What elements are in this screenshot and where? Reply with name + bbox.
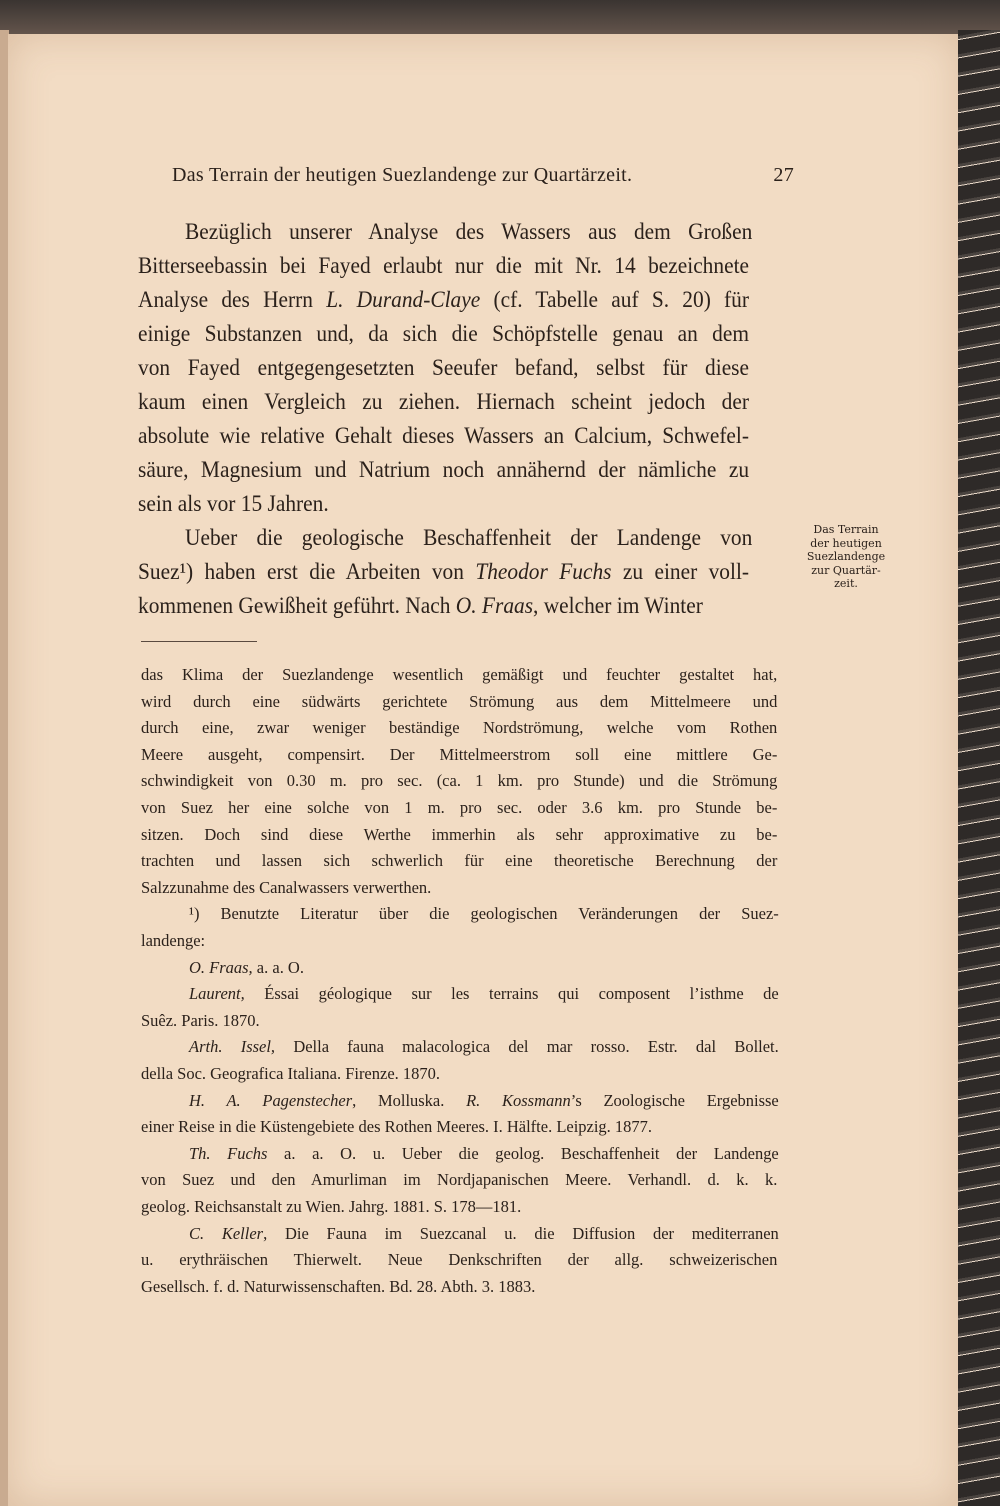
text-segment: kaum einen Vergleich zu ziehen. Hiernach scheint jedoch der <box>138 389 750 414</box>
text-segment: (cf. Tabelle auf S. 20) für <box>480 287 749 312</box>
marginal-note-line: der heutigen <box>810 536 882 550</box>
text-line <box>138 421 749 451</box>
text-segment: Gesellsch. f. d. Naturwissenschaften. Bd. 28. Abth. 3. 1883. <box>141 1276 536 1296</box>
text-line <box>189 1089 779 1113</box>
running-header <box>172 164 794 187</box>
italic-name: R. Kossmann <box>466 1090 571 1110</box>
italic-name: H. A. Pagenstecher <box>189 1090 353 1110</box>
text-line <box>141 1168 777 1192</box>
text-line <box>138 557 749 587</box>
text-segment: sitzen. Doch sind diese Werthe immerhin als sehr approximative zu be- <box>141 824 778 844</box>
text-segment: a. a. O. u. Ueber die geolog. Beschaffenheit der Landenge <box>267 1143 779 1163</box>
text-segment: kommenen Gewißheit geführt. Nach <box>138 593 456 618</box>
text-segment: ¹) Benutzte Literatur über die geologischen Veränderungen der Suez- <box>189 904 779 924</box>
text-line <box>189 1142 779 1166</box>
text-segment: ’s Zoologische Ergebnisse <box>570 1090 779 1110</box>
italic-name: L. Durand-Claye <box>326 287 481 312</box>
text-line <box>189 1035 779 1059</box>
text-segment: sein als vor 15 Jahren. <box>138 491 329 516</box>
text-segment: , Die Fauna im Suezcanal u. die Diffusion der mediterranen <box>263 1223 779 1243</box>
text-line <box>141 796 777 820</box>
marginal-note-line: Das Terrain <box>813 523 879 536</box>
text-segment: Bezüglich unserer Analyse des Wassers aus dem Großen <box>185 219 753 244</box>
text-segment: schwindigkeit von 0.30 m. pro sec. (ca. 1 km. pro Stunde) und die Strömung <box>141 771 778 791</box>
italic-name: Arth. Issel, <box>189 1037 276 1057</box>
marginal-note <box>798 523 894 591</box>
text-line <box>141 1195 777 1219</box>
book-cover-right-edge <box>958 30 1000 1506</box>
italic-name: O. Fraas, <box>189 957 253 977</box>
text-line <box>138 285 749 315</box>
text-segment: wird durch eine südwärts gerichtete Strömung aus dem Mittelmeere und <box>141 691 778 711</box>
text-line <box>141 876 777 900</box>
text-line <box>141 716 777 740</box>
text-line <box>138 353 749 383</box>
text-segment: , welcher im Winter <box>533 593 703 618</box>
text-line <box>189 982 779 1006</box>
italic-name: Laurent, <box>189 984 245 1004</box>
italic-name: Th. Fuchs <box>189 1143 268 1163</box>
text-segment: Suêz. Paris. 1870. <box>141 1010 260 1030</box>
text-segment: Suez¹) haben erst die Arbeiten von <box>138 559 476 584</box>
text-line <box>141 823 777 847</box>
text-line <box>141 1009 777 1033</box>
text-segment: das Klima der Suezlandenge wesentlich gemäßigt und feuchter gestaltet hat, <box>141 665 778 684</box>
text-line <box>138 319 749 349</box>
text-segment: durch eine, zwar weniger beständige Nordströmung, welche vom Rothen <box>141 718 778 738</box>
text-segment: Meere ausgeht, compensirt. Der Mittelmeerstrom soll eine mittlere Ge- <box>141 744 778 764</box>
marginal-note-line: zur Quartär- <box>811 563 881 577</box>
text-line <box>189 1222 779 1246</box>
text-segment: Salzzunahme des Canalwassers verwerthen. <box>141 877 432 897</box>
text-line <box>141 929 777 953</box>
text-line <box>185 523 752 553</box>
text-line <box>138 489 749 519</box>
text-line <box>189 956 779 980</box>
marginal-note-line: zeit. <box>834 577 858 590</box>
text-line <box>141 1115 777 1139</box>
text-segment: landenge: <box>141 931 206 950</box>
text-line <box>185 217 752 247</box>
text-line <box>138 591 749 621</box>
text-segment: u. erythräischen Thierwelt. Neue Denkschriften der allg. schweizerischen <box>141 1250 778 1270</box>
text-segment: trachten und lassen sich schwerlich für eine theoretische Berechnung der <box>141 851 778 871</box>
text-segment: absolute wie relative Gehalt dieses Wassers an Calcium, Schwefel- <box>138 423 750 448</box>
text-segment: Analyse des Herrn <box>138 287 327 312</box>
text-segment: von Suez und den Amurliman im Nordjapanischen Meere. Verhandl. d. k. k. <box>141 1170 778 1190</box>
italic-name: C. Keller <box>189 1223 264 1243</box>
text-line <box>141 1248 777 1272</box>
text-line <box>138 387 749 417</box>
italic-name: Theodor Fuchs <box>475 559 612 584</box>
text-segment: von Suez her eine solche von 1 m. pro sec. oder 3.6 km. pro Stunde be- <box>141 798 778 817</box>
text-line <box>141 1275 777 1299</box>
text-segment: einige Substanzen und, da sich die Schöpfstelle genau an dem <box>138 321 750 346</box>
running-title: Das Terrain der heutigen Suezlandenge zur Quartärzeit. <box>172 164 633 186</box>
text-segment: Ueber die geologische Beschaffenheit der Landenge von <box>185 525 753 550</box>
text-line <box>141 743 777 767</box>
text-line <box>138 455 749 485</box>
text-segment: geolog. Reichsanstalt zu Wien. Jahrg. 1881. S. 178—181. <box>141 1197 522 1216</box>
text-segment: zu einer voll- <box>611 559 750 584</box>
text-segment: säure, Magnesium und Natrium noch annähernd der nämliche zu <box>138 457 750 482</box>
text-line <box>141 663 777 687</box>
text-line <box>141 849 777 873</box>
text-segment: Bitterseebassin bei Fayed erlaubt nur die mit Nr. 14 bezeichnete <box>138 253 750 278</box>
text-segment: Éssai géologique sur les terrains qui composent l’isthme de <box>244 984 779 1004</box>
text-segment: Della fauna malacologica del mar rosso. Estr. dal Bollet. <box>275 1037 779 1057</box>
text-segment: einer Reise in die Küstengebiete des Rothen Meeres. I. Hälfte. Leipzig. 1877. <box>141 1117 653 1137</box>
text-segment: della Soc. Geografica Italiana. Firenze. 1870. <box>141 1064 440 1083</box>
text-segment: von Fayed entgegengesetzten Seeufer befand, selbst für diese <box>138 355 750 380</box>
text-line <box>138 251 749 281</box>
text-segment: a. a. O. <box>252 957 304 977</box>
text-segment: , Molluska. <box>352 1090 467 1110</box>
page-number: 27 <box>773 164 794 186</box>
italic-name: O. Fraas <box>455 593 534 618</box>
marginal-note-line: Suezlandenge <box>806 550 886 563</box>
text-line <box>141 1062 777 1086</box>
text-line <box>141 769 777 793</box>
text-line <box>141 690 777 714</box>
text-line <box>189 902 779 926</box>
footnote-separator <box>141 641 257 642</box>
